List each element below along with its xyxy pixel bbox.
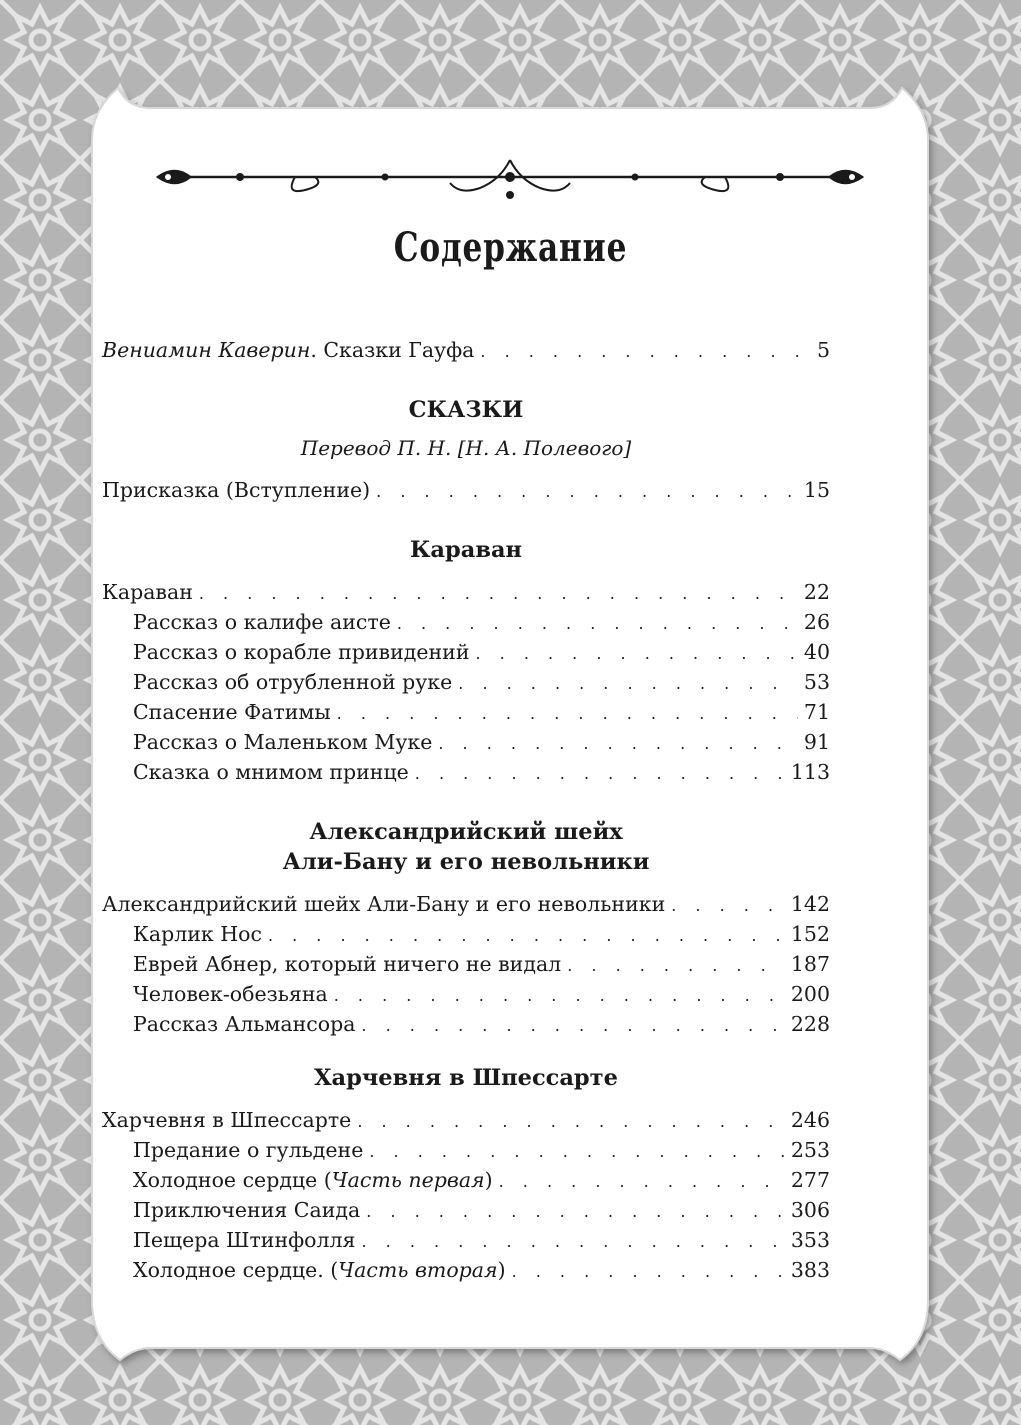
page-number: 187 <box>790 952 830 976</box>
entry-title: Еврей Абнер, который ничего не видал <box>133 952 562 976</box>
leader-dots <box>337 699 798 729</box>
leader-dots <box>376 477 798 507</box>
entry-title-main: Холодное сердце ( <box>133 1168 332 1192</box>
leader-dots <box>357 1107 785 1137</box>
section-heading-caravan: Караван <box>409 537 523 563</box>
page-number: 306 <box>790 1198 830 1222</box>
leader-dots <box>415 759 785 789</box>
toc-subentry <box>102 1225 830 1255</box>
toc-subentry <box>102 667 830 697</box>
entry-title: Рассказ Альмансора <box>133 1012 356 1036</box>
page-number: 200 <box>790 982 830 1006</box>
page-number: 15 <box>803 478 830 502</box>
leader-dots <box>361 1011 784 1041</box>
leader-dots <box>366 1197 785 1227</box>
page-number: 113 <box>790 760 830 784</box>
toc-subentry <box>102 697 830 727</box>
page-number: 246 <box>790 1108 830 1132</box>
entry-title: Карлик Нос <box>133 922 262 946</box>
section-heading-sheikh-line1: Александрийский шейх <box>309 819 623 845</box>
toc-subentry <box>102 757 830 787</box>
page-number: 5 <box>816 338 830 362</box>
toc-entry-sheikh <box>102 889 830 919</box>
leader-dots <box>438 729 798 759</box>
entry-title: Рассказ о корабле привидений <box>133 640 470 664</box>
entry-title: Сказка о мнимом принце <box>133 760 409 784</box>
entry-title-close: ) <box>484 1168 493 1192</box>
entry-title: Приключения Саида <box>133 1198 361 1222</box>
entry-title: Присказка (Вступление) <box>102 478 371 502</box>
toc-subentry <box>102 607 830 637</box>
leader-dots <box>567 951 785 981</box>
page-number: 26 <box>803 610 830 634</box>
page-number: 228 <box>790 1012 830 1036</box>
leader-dots <box>369 1137 785 1167</box>
toc-subentry <box>102 979 830 1009</box>
leader-dots <box>512 1257 785 1287</box>
table-of-contents <box>102 335 830 1285</box>
section-heading-inn: Харчевня в Шпессарте <box>314 1065 618 1091</box>
toc-subentry <box>102 727 830 757</box>
section-heading-skazki: СКАЗКИ <box>408 397 524 423</box>
page-number: 22 <box>803 580 830 604</box>
leader-dots <box>397 609 798 639</box>
page-number: 383 <box>790 1258 830 1282</box>
entry-title: Александрийский шейх Али-Бану и его невольники <box>102 892 666 916</box>
leader-dots <box>199 579 798 609</box>
ornament-divider <box>150 150 870 210</box>
page-number: 53 <box>803 670 830 694</box>
entry-title: Харчевня в Шпессарте <box>102 1108 352 1132</box>
leader-dots <box>475 639 797 669</box>
page-number: 91 <box>803 730 830 754</box>
toc-entry-caravan <box>102 577 830 607</box>
toc-subentry <box>102 1165 830 1195</box>
entry-title: Пещера Штинфолля <box>133 1228 356 1252</box>
page-number: 40 <box>803 640 830 664</box>
entry-title-main: Холодное сердце. ( <box>133 1258 339 1282</box>
toc-subentry <box>102 1135 830 1165</box>
page-number: 142 <box>790 892 830 916</box>
toc-subentry <box>102 1255 830 1285</box>
leader-dots <box>268 921 785 951</box>
leader-dots <box>480 337 811 367</box>
page-number: 353 <box>790 1228 830 1252</box>
toc-entry-prologue <box>102 475 830 505</box>
page-title: Содержание <box>393 224 628 271</box>
section-heading-sheikh-line2: Али-Бану и его невольники <box>282 849 650 875</box>
entry-title: Рассказ о Маленьком Муке <box>133 730 433 754</box>
toc-subentry <box>102 1195 830 1225</box>
leader-dots <box>334 981 785 1011</box>
entry-title: Караван <box>102 580 193 604</box>
toc-subentry <box>102 1009 830 1039</box>
entry-title: Рассказ о калифе аисте <box>133 610 391 634</box>
entry-title-close: ) <box>497 1258 506 1282</box>
page-number: 277 <box>790 1168 830 1192</box>
page-number: 152 <box>790 922 830 946</box>
entry-title-part: Часть вторая <box>338 1258 498 1282</box>
toc-entry-inn <box>102 1105 830 1135</box>
translation-credit: Перевод П. Н. [Н. А. Полевого] <box>300 436 632 460</box>
leader-dots <box>362 1227 785 1257</box>
toc-subentry <box>102 919 830 949</box>
entry-title: Рассказ об отрубленной руке <box>133 670 453 694</box>
leader-dots <box>671 891 785 921</box>
page-number: 253 <box>790 1138 830 1162</box>
toc-subentry <box>102 637 830 667</box>
page-number: 71 <box>803 700 830 724</box>
entry-title: Спасение Фатимы <box>133 700 331 724</box>
toc-entry-intro <box>102 335 830 365</box>
entry-title-part: Часть первая <box>331 1168 485 1192</box>
entry-title: Человек-обезьяна <box>133 982 328 1006</box>
leader-dots <box>499 1167 785 1197</box>
entry-title: Предание о гульдене <box>133 1138 364 1162</box>
intro-title: . Сказки Гауфа <box>310 338 475 362</box>
intro-author: Вениамин Каверин <box>102 338 311 362</box>
leader-dots <box>458 669 798 699</box>
toc-subentry <box>102 949 830 979</box>
